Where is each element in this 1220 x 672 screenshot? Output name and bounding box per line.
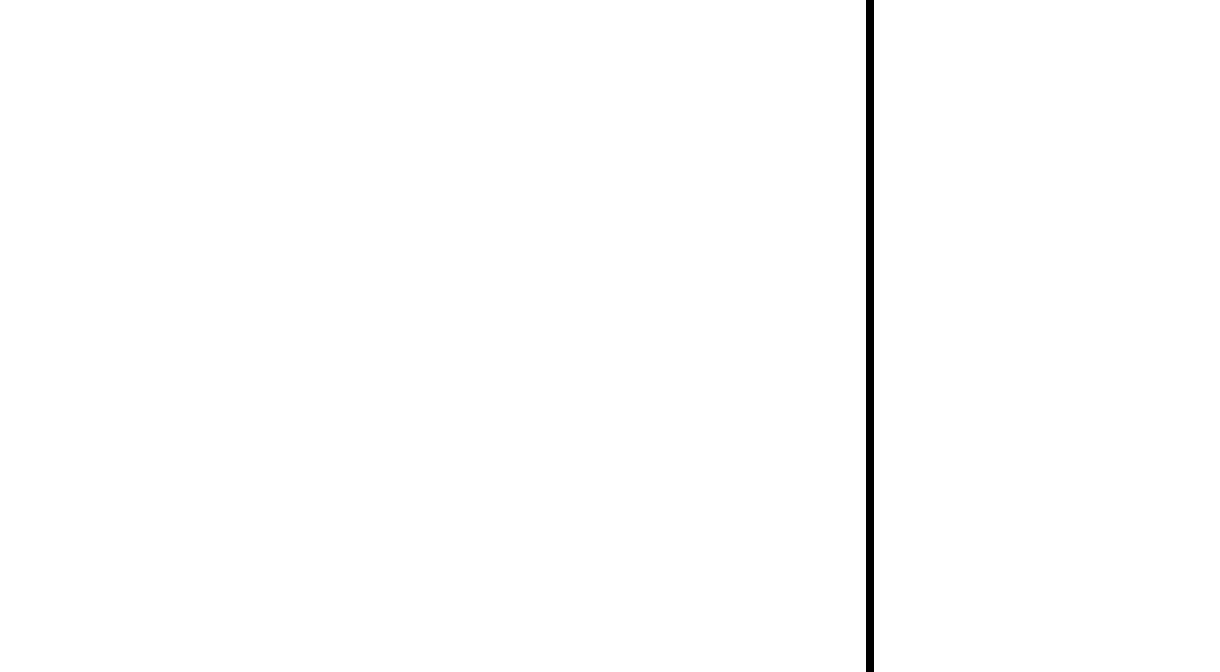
frozen-column-divider [866, 0, 874, 672]
